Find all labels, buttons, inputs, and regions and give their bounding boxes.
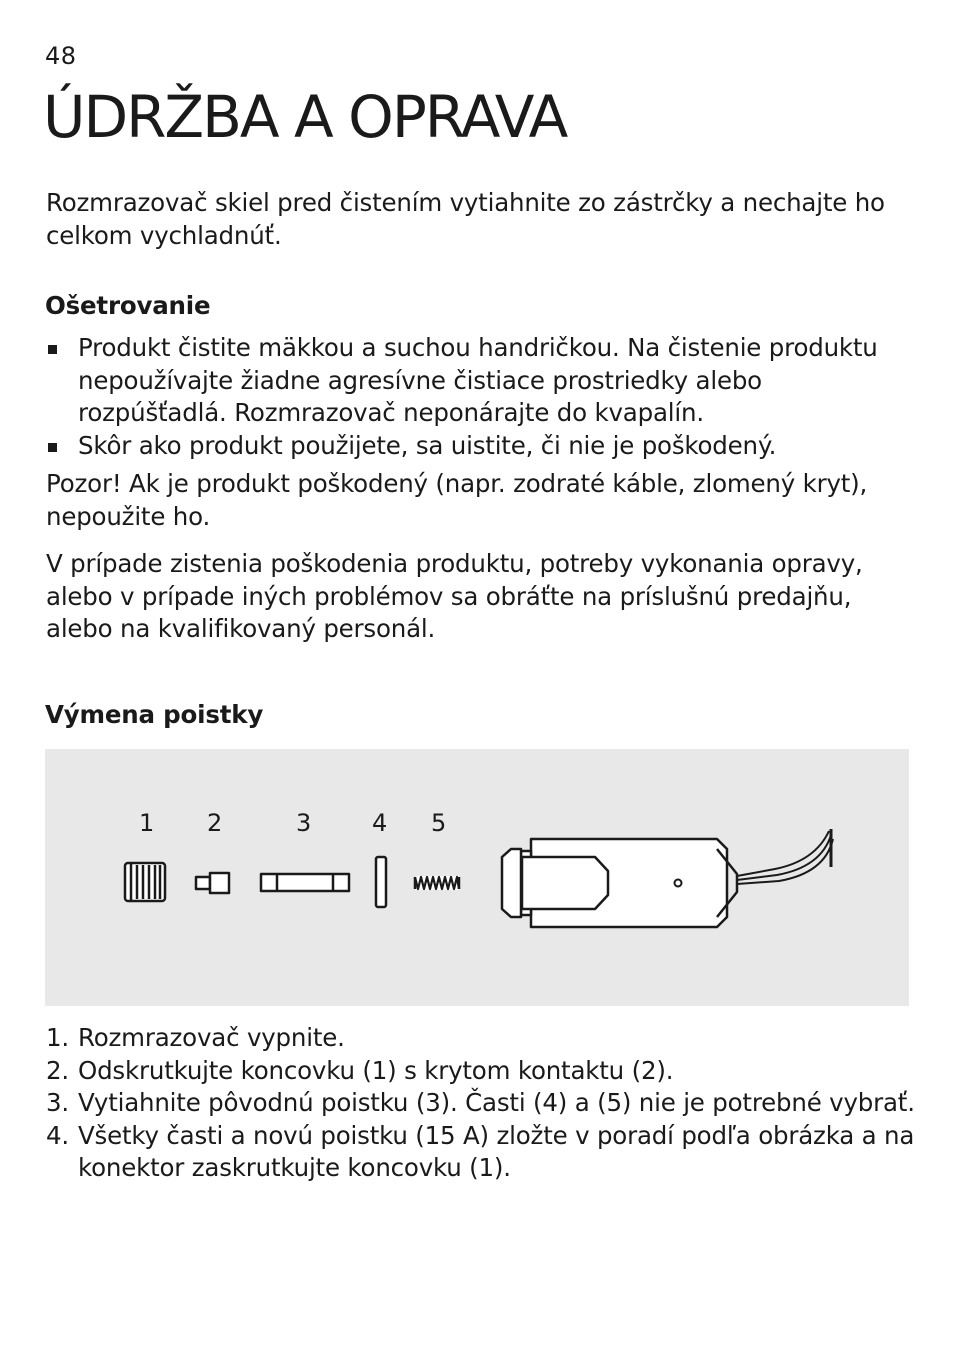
page-number: 48	[45, 42, 77, 70]
care-bullet-item: Produkt čistite mäkkou a suchou handričkou. Na čistenie produktu nepoužívajte žiadne agresívne čistiace prostriedky alebo rozpúšťadlá. Rozmrazovač neponárajte do kvapalín.	[46, 332, 916, 430]
page-title: ÚDRŽBA A OPRAVA	[43, 83, 567, 151]
step-item	[46, 1120, 916, 1185]
care-bullet-list	[46, 332, 916, 462]
fuse-icon	[261, 874, 349, 891]
contact-pin-icon	[376, 857, 386, 907]
step-number: 2.	[46, 1055, 69, 1085]
end-cap-icon	[125, 863, 165, 901]
step-item	[46, 1087, 916, 1120]
intro-paragraph: Rozmrazovač skiel pred čistením vytiahnite zo zástrčky a nechajte ho celkom vychladnúť.	[46, 188, 885, 250]
step-text: Odskrutkujte koncovku (1) s krytom kontaktu (2).	[78, 1055, 674, 1085]
fuse-replacement-figure	[45, 749, 909, 1006]
figure-label-1: 1	[139, 809, 155, 837]
contact-cover-icon	[196, 873, 229, 893]
warning-paragraph: Pozor! Ak je produkt poškodený (napr. zodraté káble, zlomený kryt), nepoužite ho.	[46, 469, 868, 531]
spring-icon	[415, 876, 459, 890]
step-text: Vytiahnite pôvodnú poistku (3). Časti (4) a (5) nie je potrebné vybrať.	[78, 1088, 915, 1117]
figure-label-2: 2	[207, 809, 223, 837]
care-heading: Ošetrovanie	[45, 291, 211, 320]
care-bullet-item: Skôr ako produkt použijete, sa uistite, či nie je poškodený.	[46, 430, 916, 463]
step-number: 3.	[46, 1088, 69, 1117]
step-text: Všetky časti a novú poistku (15 A) zložte v poradí podľa obrázka a na konektor zaskrutkujte koncovku (1).	[78, 1120, 915, 1182]
step-text: Rozmrazovač vypnite.	[78, 1023, 345, 1052]
fuse-heading: Výmena poistky	[45, 700, 264, 729]
figure-label-5: 5	[431, 809, 447, 837]
fuse-parts-drawing	[45, 749, 909, 1006]
service-paragraph: V prípade zistenia poškodenia produktu, potreby vykonania opravy, alebo v prípade iných problémov sa obráťte na príslušnú predajňu, alebo na kvalifikovaný personál.	[46, 549, 863, 643]
step-number: 1.	[46, 1023, 69, 1052]
fuse-steps-list	[46, 1022, 916, 1185]
step-number: 4.	[46, 1120, 69, 1150]
step-item	[46, 1022, 916, 1055]
figure-label-3: 3	[296, 809, 312, 837]
step-item	[46, 1055, 916, 1088]
figure-label-4: 4	[372, 809, 388, 837]
car-plug-connector-icon	[502, 829, 833, 927]
